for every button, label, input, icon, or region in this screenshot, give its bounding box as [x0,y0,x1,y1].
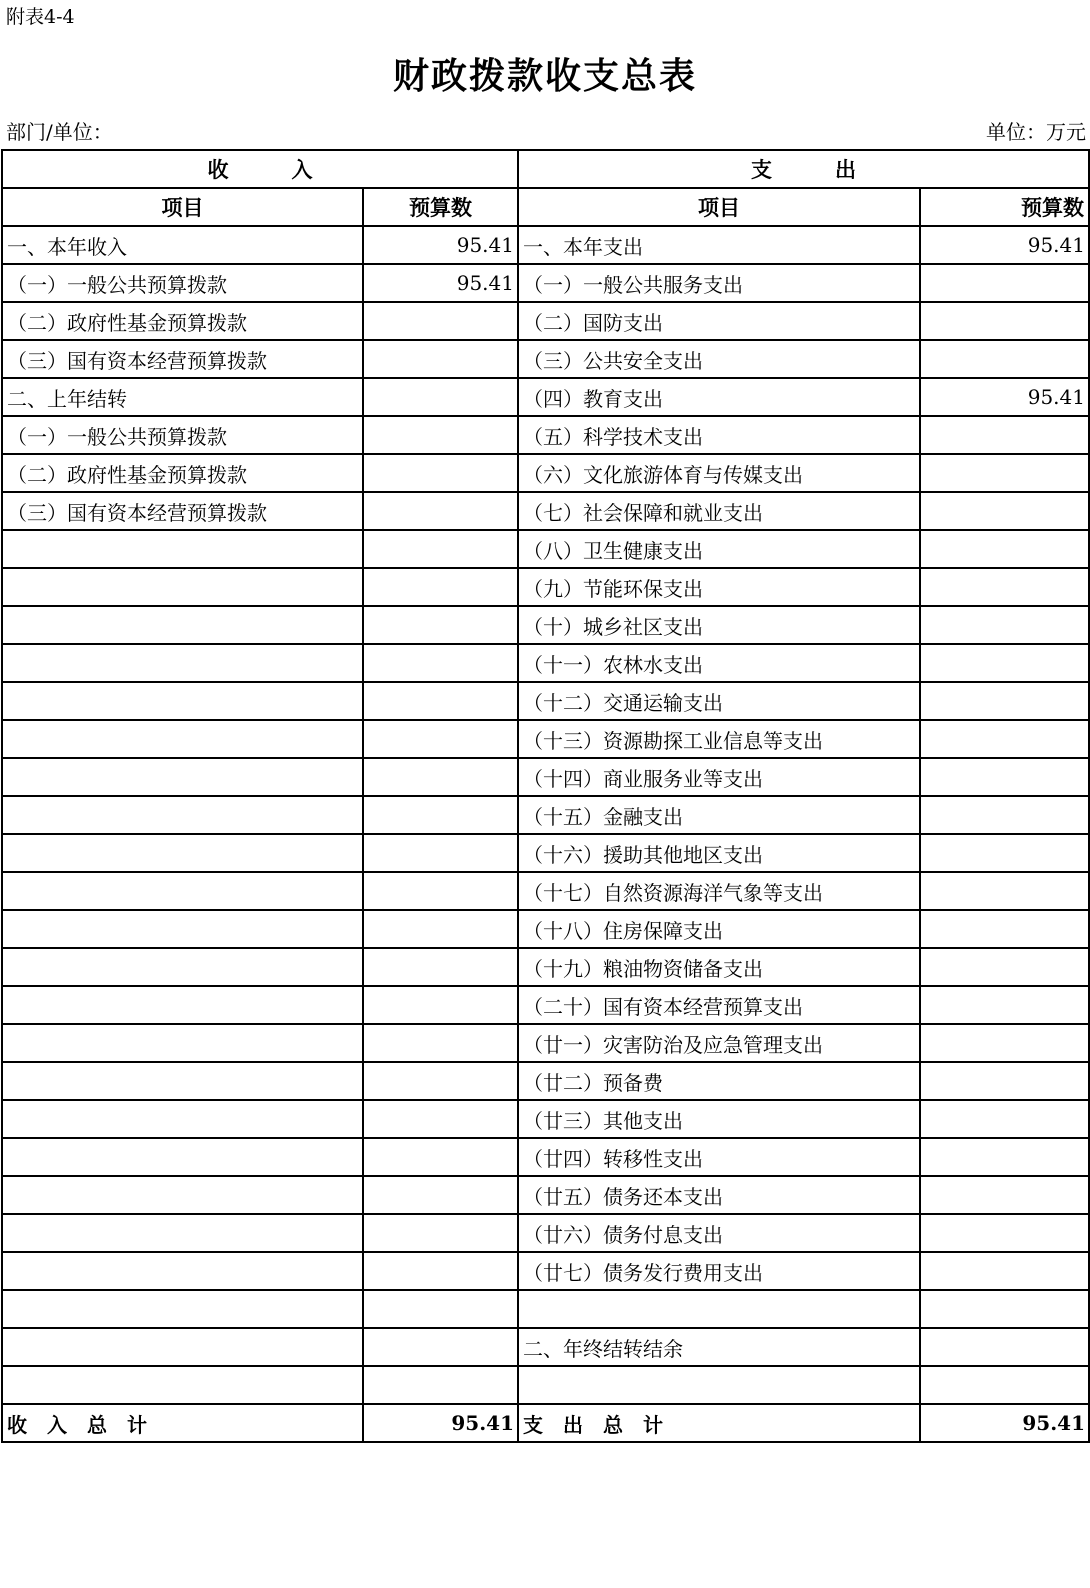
expense-item-cell: （二）国防支出 [518,302,920,340]
table-row [2,948,1089,986]
expense-value-cell: 95.41 [920,226,1089,264]
income-value-cell [363,1138,518,1176]
expense-value-cell [920,530,1089,568]
income-value-cell [363,682,518,720]
unit-label: 单位：万元 [986,120,1086,144]
expense-item-cell: 一、本年支出 [518,226,920,264]
expense-item-cell: （十三）资源勘探工业信息等支出 [518,720,920,758]
table-row [2,264,1089,302]
expense-header: 支 出 [518,150,1089,188]
income-item-cell [2,1214,363,1252]
income-item-cell: 一、本年收入 [2,226,363,264]
expense-value-cell [920,948,1089,986]
expense-value-cell [920,986,1089,1024]
table-row [2,758,1089,796]
expense-item-cell: （十一）农林水支出 [518,644,920,682]
table-row [2,1024,1089,1062]
income-item-cell: （一）一般公共预算拨款 [2,264,363,302]
income-item-cell [2,1252,363,1290]
table-row [2,1062,1089,1100]
income-item-cell [2,1328,363,1366]
income-value-cell [363,834,518,872]
expense-item-cell: （廿四）转移性支出 [518,1138,920,1176]
expense-value-cell [920,454,1089,492]
expense-item-cell: （十八）住房保障支出 [518,910,920,948]
income-budget-header: 预算数 [363,188,518,226]
income-value-cell [363,758,518,796]
table-row [2,302,1089,340]
expense-item-cell: （三）公共安全支出 [518,340,920,378]
income-value-cell [363,606,518,644]
expense-item-cell [518,1366,920,1404]
expense-value-cell [920,1024,1089,1062]
table-row [2,454,1089,492]
column-header-row [2,188,1089,226]
income-item-cell [2,682,363,720]
income-value-cell: 95.41 [363,226,518,264]
expense-value-cell [920,796,1089,834]
expense-item-cell: （十六）援助其他地区支出 [518,834,920,872]
income-value-cell [363,910,518,948]
expense-item-cell: （五）科学技术支出 [518,416,920,454]
expense-item-cell: 二、年终结转结余 [518,1328,920,1366]
expense-value-cell [920,264,1089,302]
expense-budget-header: 预算数 [920,188,1089,226]
expense-item-cell: （廿六）债务付息支出 [518,1214,920,1252]
income-value-cell [363,948,518,986]
income-item-header: 项目 [2,188,363,226]
income-item-cell [2,986,363,1024]
expense-value-cell [920,1176,1089,1214]
expense-item-cell: （十）城乡社区支出 [518,606,920,644]
table-row [2,530,1089,568]
expense-item-cell: （廿二）预备费 [518,1062,920,1100]
expense-value-cell [920,1366,1089,1404]
income-value-cell [363,416,518,454]
expense-value-cell [920,492,1089,530]
expense-item-cell: （十七）自然资源海洋气象等支出 [518,872,920,910]
expense-value-cell [920,416,1089,454]
income-item-cell [2,796,363,834]
expense-item-cell: （六）文化旅游体育与传媒支出 [518,454,920,492]
income-item-cell [2,1290,363,1328]
income-value-cell [363,1366,518,1404]
table-row [2,226,1089,264]
table-row [2,1100,1089,1138]
income-item-cell: （二）政府性基金预算拨款 [2,454,363,492]
table-row [2,1366,1089,1404]
income-total-label: 收 入 总 计 [2,1404,363,1442]
income-value-cell [363,454,518,492]
income-value-cell [363,644,518,682]
income-item-cell [2,720,363,758]
expense-value-cell [920,1252,1089,1290]
budget-table [1,149,1090,1443]
expense-item-header: 项目 [518,188,920,226]
income-value-cell: 95.41 [363,264,518,302]
table-row [2,1252,1089,1290]
income-item-cell [2,758,363,796]
expense-value-cell [920,910,1089,948]
expense-total-value: 95.41 [920,1404,1089,1442]
table-row [2,796,1089,834]
expense-item-cell: （廿五）债务还本支出 [518,1176,920,1214]
expense-item-cell: （十五）金融支出 [518,796,920,834]
department-label: 部门/单位： [6,120,113,144]
table-row [2,416,1089,454]
table-row [2,644,1089,682]
income-item-cell [2,834,363,872]
table-row [2,1214,1089,1252]
expense-item-cell: （廿七）债务发行费用支出 [518,1252,920,1290]
income-value-cell [363,568,518,606]
expense-item-cell: （廿一）灾害防治及应急管理支出 [518,1024,920,1062]
table-row [2,378,1089,416]
income-value-cell [363,796,518,834]
income-item-cell [2,1138,363,1176]
expense-item-cell: （九）节能环保支出 [518,568,920,606]
income-item-cell [2,1062,363,1100]
table-row [2,1328,1089,1366]
table-row [2,568,1089,606]
income-value-cell [363,340,518,378]
expense-item-cell: （廿三）其他支出 [518,1100,920,1138]
expense-value-cell [920,720,1089,758]
income-item-cell: （三）国有资本经营预算拨款 [2,492,363,530]
table-row [2,606,1089,644]
table-row [2,492,1089,530]
income-value-cell [363,872,518,910]
totals-row [2,1404,1089,1442]
expense-value-cell [920,1214,1089,1252]
income-value-cell [363,720,518,758]
income-value-cell [363,1252,518,1290]
expense-item-cell: （四）教育支出 [518,378,920,416]
table-row [2,872,1089,910]
expense-item-cell: （一）一般公共服务支出 [518,264,920,302]
income-value-cell [363,302,518,340]
income-item-cell [2,872,363,910]
expense-item-cell: （二十）国有资本经营预算支出 [518,986,920,1024]
income-item-cell [2,1366,363,1404]
expense-total-label: 支 出 总 计 [518,1404,920,1442]
section-header-row [2,150,1089,188]
expense-value-cell [920,644,1089,682]
page-title: 财政拨款收支总表 [392,55,697,97]
income-item-cell [2,568,363,606]
expense-item-cell: （七）社会保障和就业支出 [518,492,920,530]
table-row [2,1176,1089,1214]
table-row [2,986,1089,1024]
expense-item-cell: （十二）交通运输支出 [518,682,920,720]
expense-item-cell: （八）卫生健康支出 [518,530,920,568]
expense-value-cell: 95.41 [920,378,1089,416]
expense-value-cell [920,1100,1089,1138]
income-item-cell [2,1176,363,1214]
income-item-cell [2,1100,363,1138]
income-total-value: 95.41 [363,1404,518,1442]
expense-value-cell [920,568,1089,606]
income-value-cell [363,1176,518,1214]
income-item-cell [2,530,363,568]
expense-value-cell [920,302,1089,340]
income-item-cell [2,644,363,682]
income-value-cell [363,530,518,568]
expense-item-cell: （十九）粮油物资储备支出 [518,948,920,986]
income-item-cell: （二）政府性基金预算拨款 [2,302,363,340]
income-item-cell [2,1024,363,1062]
expense-value-cell [920,606,1089,644]
income-item-cell: （一）一般公共预算拨款 [2,416,363,454]
income-value-cell [363,1062,518,1100]
income-value-cell [363,492,518,530]
expense-value-cell [920,1328,1089,1366]
expense-value-cell [920,1062,1089,1100]
annex-label: 附表4-4 [6,6,75,28]
income-value-cell [363,986,518,1024]
table-row [2,910,1089,948]
table-row [2,340,1089,378]
expense-value-cell [920,340,1089,378]
income-item-cell [2,606,363,644]
expense-value-cell [920,872,1089,910]
expense-value-cell [920,1290,1089,1328]
table-row [2,682,1089,720]
expense-item-cell: （十四）商业服务业等支出 [518,758,920,796]
expense-value-cell [920,682,1089,720]
income-value-cell [363,1100,518,1138]
income-header: 收 入 [2,150,518,188]
income-value-cell [363,378,518,416]
income-item-cell [2,948,363,986]
expense-value-cell [920,834,1089,872]
table-row [2,720,1089,758]
table-row [2,834,1089,872]
income-value-cell [363,1214,518,1252]
income-item-cell: 二、上年结转 [2,378,363,416]
income-item-cell: （三）国有资本经营预算拨款 [2,340,363,378]
table-row [2,1290,1089,1328]
income-value-cell [363,1024,518,1062]
expense-value-cell [920,758,1089,796]
income-value-cell [363,1328,518,1366]
expense-item-cell [518,1290,920,1328]
income-value-cell [363,1290,518,1328]
table-row [2,1138,1089,1176]
expense-value-cell [920,1138,1089,1176]
income-item-cell [2,910,363,948]
